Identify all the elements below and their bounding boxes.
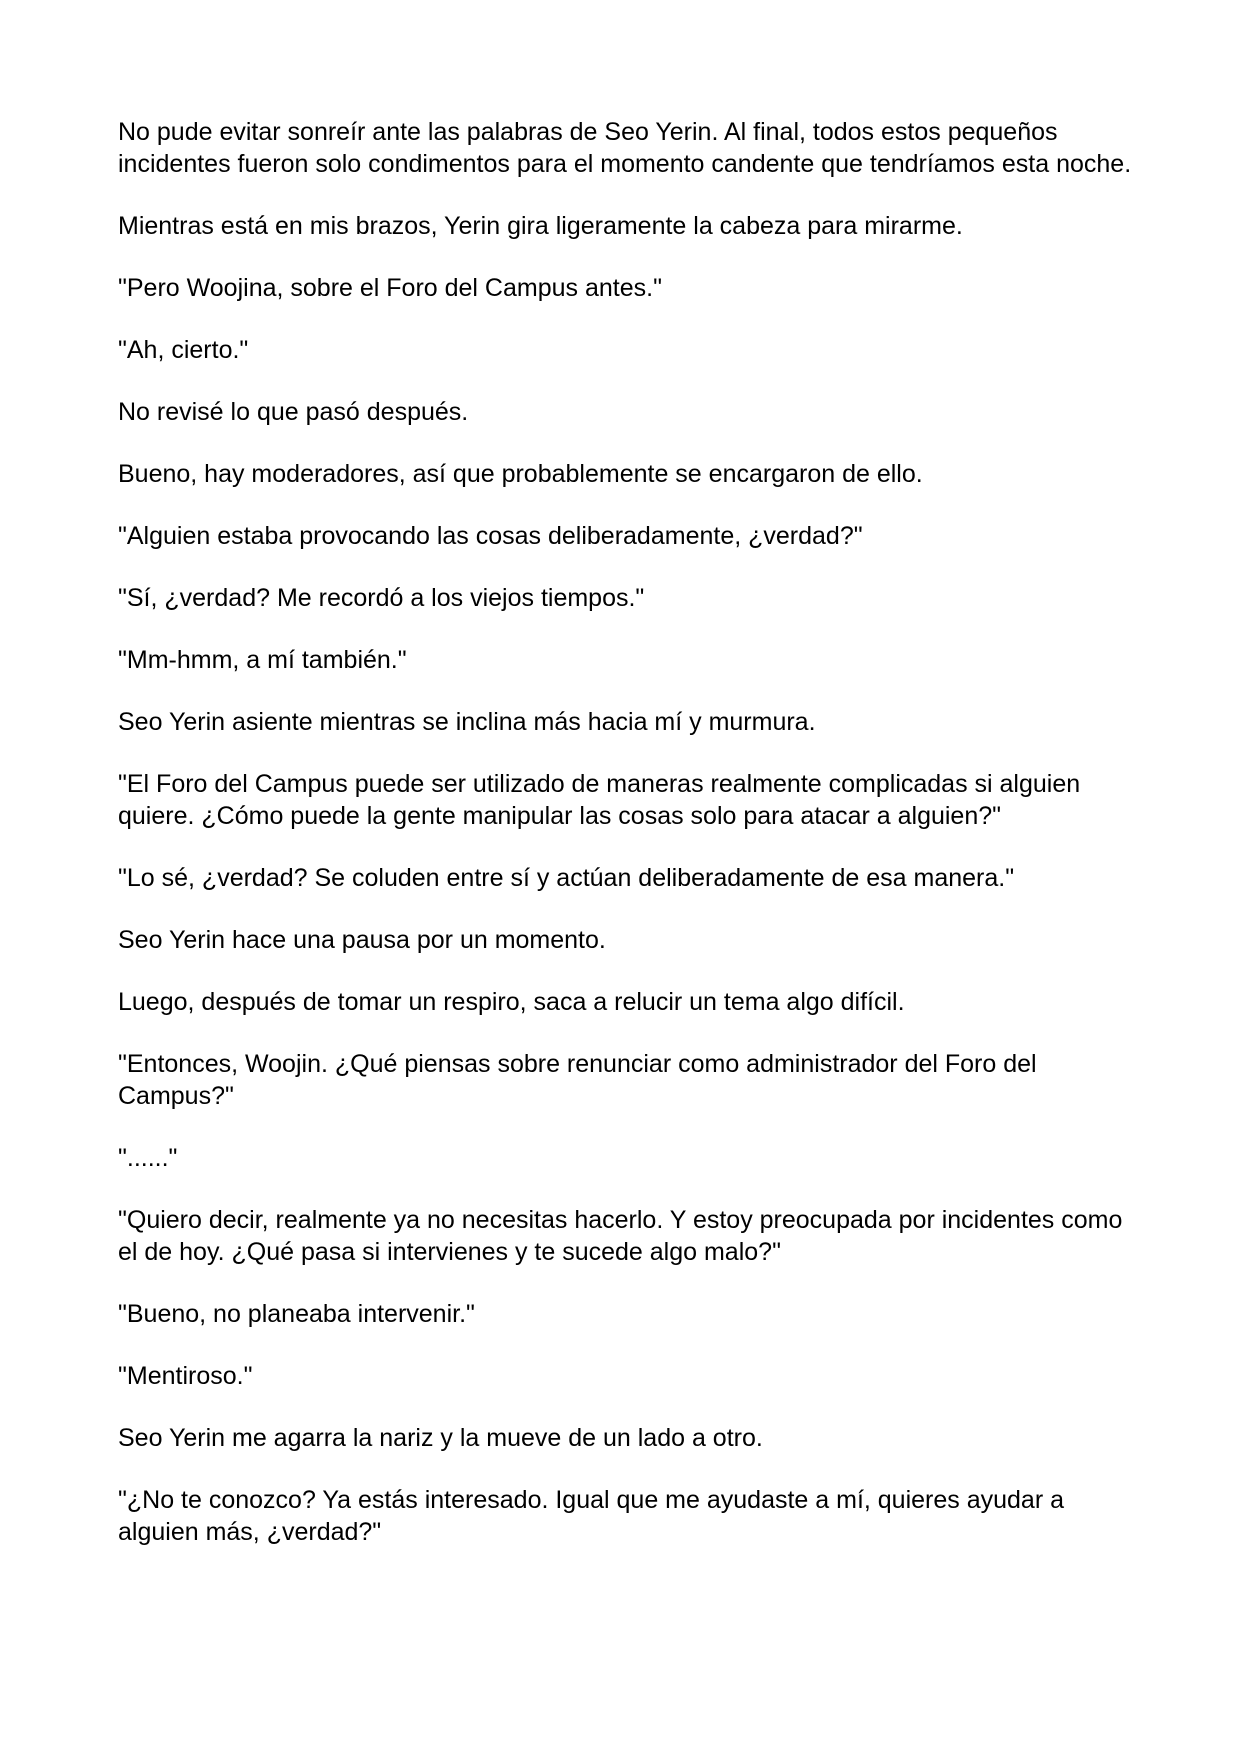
paragraph: Bueno, hay moderadores, así que probablemente se encargaron de ello.	[118, 460, 923, 488]
paragraph: Seo Yerin asiente mientras se inclina más hacia mí y murmura.	[118, 708, 816, 736]
paragraph: "Mm-hmm, a mí también."	[118, 646, 407, 674]
paragraph: "Ah, cierto."	[118, 336, 249, 364]
paragraph: "Entonces, Woojin. ¿Qué piensas sobre renunciar como administrador del Foro del Campus?"	[118, 1050, 1037, 1110]
paragraph: No pude evitar sonreír ante las palabras de Seo Yerin. Al final, todos estos pequeños incidentes fueron solo condimentos para el momento candente que tendríamos esta noche.	[118, 118, 1132, 178]
paragraph: Seo Yerin me agarra la nariz y la mueve de un lado a otro.	[118, 1424, 763, 1452]
document-page	[118, 116, 1138, 1578]
paragraph: No revisé lo que pasó después.	[118, 398, 469, 426]
paragraph: "Quiero decir, realmente ya no necesitas hacerlo. Y estoy preocupada por incidentes como el de hoy. ¿Qué pasa si intervienes y te sucede algo malo?"	[118, 1206, 1123, 1266]
paragraph: "......"	[118, 1144, 178, 1172]
paragraph: Seo Yerin hace una pausa por un momento.	[118, 926, 606, 954]
paragraph: "Bueno, no planeaba intervenir."	[118, 1300, 475, 1328]
paragraph: "Sí, ¿verdad? Me recordó a los viejos tiempos."	[118, 584, 645, 612]
paragraph: "Pero Woojina, sobre el Foro del Campus antes."	[118, 274, 662, 302]
paragraph: Mientras está en mis brazos, Yerin gira ligeramente la cabeza para mirarme.	[118, 212, 963, 240]
paragraph: "Lo sé, ¿verdad? Se coluden entre sí y actúan deliberadamente de esa manera."	[118, 864, 1015, 892]
paragraph: Luego, después de tomar un respiro, saca a relucir un tema algo difícil.	[118, 988, 905, 1016]
paragraph: "El Foro del Campus puede ser utilizado de maneras realmente complicadas si alguien quiere. ¿Cómo puede la gente manipular las cosas solo para atacar a alguien?"	[118, 770, 1081, 830]
paragraph: "¿No te conozco? Ya estás interesado. Igual que me ayudaste a mí, quieres ayudar a alguien más, ¿verdad?"	[118, 1486, 1065, 1546]
paragraph: "Mentiroso."	[118, 1362, 253, 1390]
paragraph: "Alguien estaba provocando las cosas deliberadamente, ¿verdad?"	[118, 522, 863, 550]
